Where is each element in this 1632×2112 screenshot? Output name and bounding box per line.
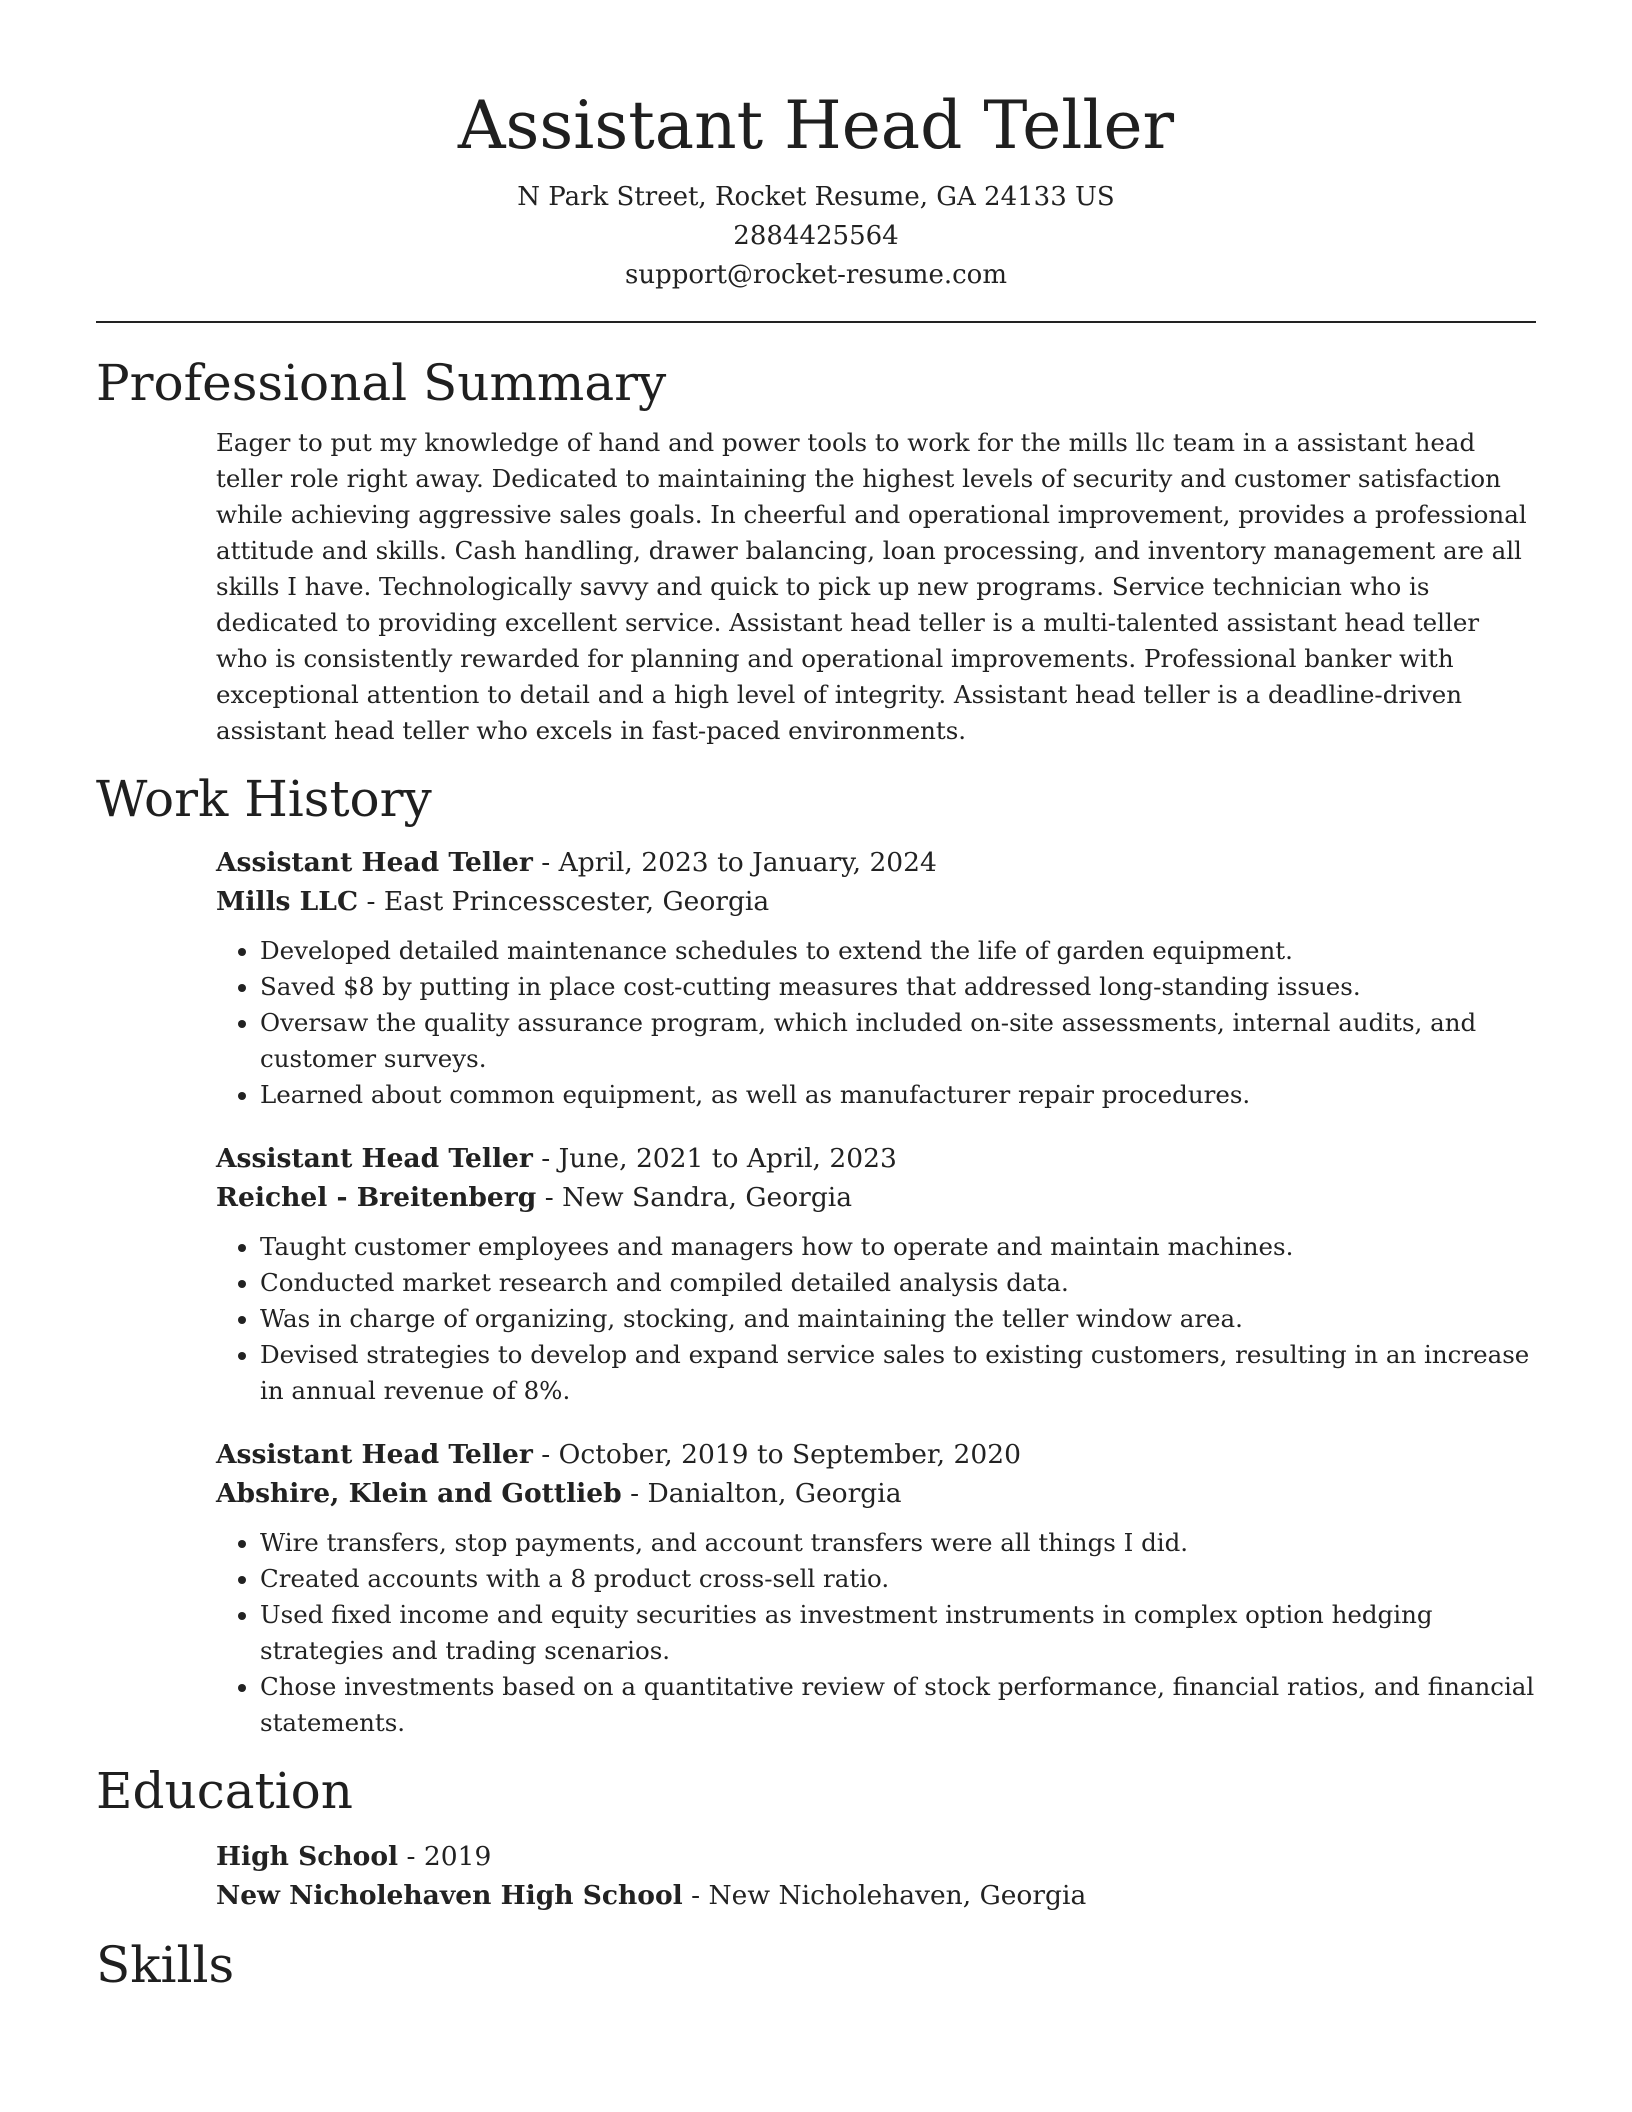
job-bullet: • Used fixed income and equity securities as investment instruments in complex option hedging strategies and trading scenarios. xyxy=(260,1597,1536,1669)
job-bullet: • Oversaw the quality assurance program, which included on-site assessments, internal audits, and customer surveys. xyxy=(260,1005,1536,1077)
job-bullet: • Taught customer employees and managers how to operate and maintain machines. xyxy=(260,1229,1536,1265)
job-bullet: • Conducted market research and compiled detailed analysis data. xyxy=(260,1265,1536,1301)
job-dates: - October, 2019 to September, 2020 xyxy=(532,1439,1021,1470)
contact-address: N Park Street, Rocket Resume, GA 24133 US xyxy=(517,182,1115,212)
summary-heading: Professional Summary xyxy=(96,354,667,412)
skills-section xyxy=(96,1933,1536,1997)
education-entry xyxy=(216,1837,1536,1915)
job-entry xyxy=(216,1435,1536,1741)
job-bullets xyxy=(216,933,1536,1113)
job-title-line xyxy=(216,843,1536,882)
job-bullet: • Wire transfers, stop payments, and account transfers were all things I did. xyxy=(260,1525,1536,1561)
summary-text: Eager to put my knowledge of hand and power tools to work for the mills llc team in a assistant head teller role right away. Dedicated to maintaining the highest levels of security and customer satisfaction while achieving aggressive sales goals. In cheerful and operational improvement, provides a professional attitude and skills. Cash handling, drawer balancing, loan processing, and inventory management are all skills I have. Technologically savvy and quick to pick up new programs. Service technician who is dedicated to providing excellent service. Assistant head teller is a multi-talented assistant head teller who is consistently rewarded for planning and operational improvements. Professional banker with exceptional attention to detail and a high level of integrity. Assistant head teller is a deadline-driven assistant head teller who excels in fast-paced environments. xyxy=(216,428,1527,745)
work-history-section xyxy=(96,767,1536,1741)
education-school-line xyxy=(216,1876,1536,1915)
job-title-line xyxy=(216,1139,1536,1178)
contact-email: support@rocket-resume.com xyxy=(624,260,1007,290)
job-location: - Danialton, Georgia xyxy=(621,1478,902,1509)
job-company: Reichel - Breitenberg xyxy=(216,1182,537,1213)
resume-header xyxy=(96,0,1536,295)
job-title: Assistant Head Teller xyxy=(216,1143,533,1174)
job-company-line xyxy=(216,1178,1536,1217)
education-location: - New Nicholehaven, Georgia xyxy=(682,1880,1087,1911)
job-dates: - June, 2021 to April, 2023 xyxy=(532,1143,897,1174)
job-dates: - April, 2023 to January, 2024 xyxy=(532,847,937,878)
education-degree: High School xyxy=(216,1841,399,1872)
job-bullet: • Saved $8 by putting in place cost-cutting measures that addressed long-standing issues. xyxy=(260,969,1536,1005)
job-company-line xyxy=(216,882,1536,921)
job-bullet: • Developed detailed maintenance schedules to extend the life of garden equipment. xyxy=(260,933,1536,969)
work-history-heading: Work History xyxy=(96,770,432,828)
contact-block xyxy=(96,178,1536,295)
contact-phone: 2884425564 xyxy=(733,221,899,251)
education-heading: Education xyxy=(96,1762,353,1820)
education-section xyxy=(96,1759,1536,1915)
job-bullets xyxy=(216,1229,1536,1409)
job-entry xyxy=(216,843,1536,1113)
education-school: New Nicholehaven High School xyxy=(216,1880,683,1911)
job-title: Assistant Head Teller xyxy=(216,1439,533,1470)
job-company: Abshire, Klein and Gottlieb xyxy=(216,1478,622,1509)
job-title: Assistant Head Teller xyxy=(216,847,533,878)
summary-section xyxy=(96,351,1536,749)
resume-name: Assistant Head Teller xyxy=(457,87,1175,164)
job-bullet: • Chose investments based on a quantitative review of stock performance, financial ratios, and financial statements. xyxy=(260,1669,1536,1741)
job-company: Mills LLC xyxy=(216,886,359,917)
education-year: - 2019 xyxy=(398,1841,492,1872)
job-bullet: • Devised strategies to develop and expand service sales to existing customers, resulting in an increase in annual revenue of 8%. xyxy=(260,1337,1536,1409)
job-location: - New Sandra, Georgia xyxy=(536,1182,853,1213)
job-bullet: • Was in charge of organizing, stocking, and maintaining the teller window area. xyxy=(260,1301,1536,1337)
job-bullets xyxy=(216,1525,1536,1741)
job-bullet: • Learned about common equipment, as well as manufacturer repair procedures. xyxy=(260,1077,1536,1113)
header-divider xyxy=(96,321,1536,323)
job-title-line xyxy=(216,1435,1536,1474)
job-location: - East Princesscester, Georgia xyxy=(358,886,770,917)
education-degree-line xyxy=(216,1837,1536,1876)
job-bullet: • Created accounts with a 8 product cross-sell ratio. xyxy=(260,1561,1536,1597)
job-entry xyxy=(216,1139,1536,1409)
skills-heading: Skills xyxy=(96,1936,235,1994)
job-company-line xyxy=(216,1474,1536,1513)
